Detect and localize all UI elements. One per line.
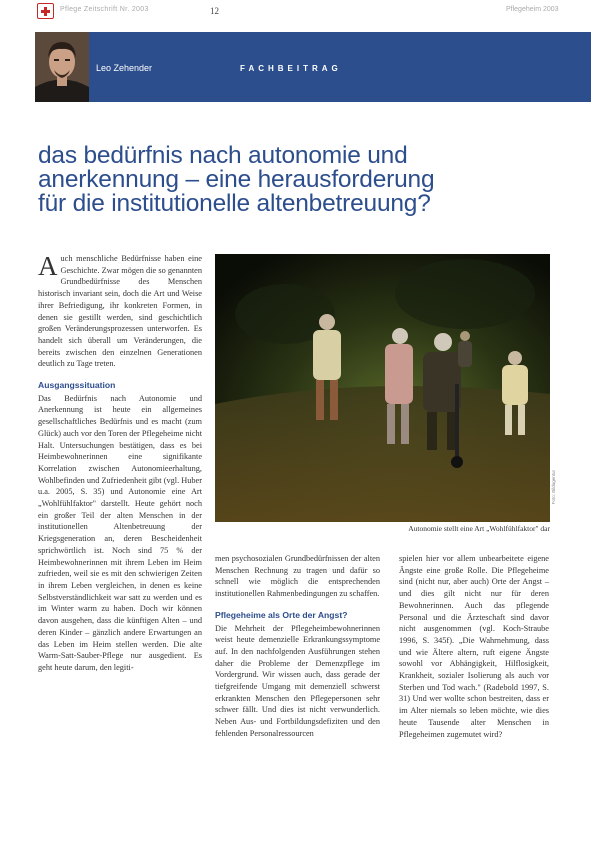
- photo-credit: Foto: Bildagentur: [551, 470, 556, 505]
- figure-caption: Autonomie stellt eine Art „Wohlfühlfaktor" dar: [408, 524, 550, 533]
- title-line-2: anerkennung – eine herausforderung: [38, 166, 435, 193]
- article-column-1: [38, 253, 202, 674]
- col3-paragraph-1: spielen hier vor allem unbearbeitete eigene Ängste eine große Rolle. Die Pflegeheime sind (nicht nur, aber auch) Orte der Angst – und dies gilt nicht nur für deren Bewohnerinnen. Auch das pflegende Personal und die Ärzteschaft sind davor nicht ausgenommen (vgl. Koch-Straube 1996, S. 345f). „Die Wahrnehmung, dass und wie Ältere altern, ruft eigene Ängste sowohl vor Abhängigkeit, Hilflosigkeit, Krankheit, sozialer Isolierung als auch vor Sterben und Tod wach." (Radebold 1997, S. 31) Und wer wollte schon bestreiten, dass er im Alter niemals so leben möchte, wie dies heute Tausende alter Menschen in Pflegeheimen zugemutet wird?: [399, 554, 549, 739]
- col2-paragraph-1: men psychosozialen Grundbedürfnissen der alten Menschen Rechnung zu tragen und dafür so schnell wie möglich die entsprechenden institutionellen Rahmenbedingungen zu schaffen.: [215, 554, 380, 599]
- author-photo: [35, 32, 89, 102]
- person-5: [458, 331, 472, 367]
- article-photo: [215, 254, 550, 522]
- red-cross-logo-icon: [37, 3, 54, 19]
- magazine-name: Pflege Zeitschrift Nr. 2003: [60, 6, 149, 13]
- header-right-text: Pflegeheim 2003: [506, 6, 559, 13]
- article-column-3: [399, 553, 549, 740]
- body-paragraph: Das Bedürfnis nach Autonomie und Anerkennung ist heute ein allgemeines gesellschaftliches Bedürfnis und es macht (zum Glück) auch vor den Toren der Pflegeheime nicht Halt. Untersuchungen bestätigen, dass es bei Heimbewohnerinnen eine signifikante Korrelation zwischen Autonomieerhaltung, Wohlbefinden und Zufriedenheit gibt (vgl. Huber u.a. 2005, S. 35) und Autonomie eine Art „Wohlfühlfaktor" darstellt. Heute gehört noch ein großer Teil der alten Menschen in der institutionellen Altenbetreuung der Kriegsgeneration an, deren Bescheidenheit sprichwörtlich ist. Noch sind 75 % der Heimbewohnerinnen mit ihrem Leben im Heim zufrieden, weil sie es mit den schwierigen Zeiten in ihrem Leben vergleichen, in denen es keine Selbstverständlichkeit war satt zu werden und es im Winter warm zu haben. Doch wir können davon ausgehen, dass die künftigen Alten – und deren Kinder – gänzlich andere Erwartungen an das Leben im Heim stellen werden. Die alte Warm-Satt-Sauber-Pflege nur ausgedient. Es geht heute darum, den legiti-: [38, 393, 202, 672]
- article-column-2: [215, 553, 380, 740]
- page-number: 12: [210, 6, 219, 16]
- subheading-ausgangssituation: Ausgangssituation: [38, 380, 116, 391]
- page-header: [0, 0, 591, 24]
- subheading-pflegeheime: Pflegeheime als Orte der Angst?: [215, 609, 348, 620]
- title-line-1: das bedürfnis nach autonomie und: [38, 142, 408, 169]
- intro-paragraph: uch menschliche Bedürfnisse haben eine Geschichte. Zwar mögen die so genannten Grundbedürfnisse des Menschen historisch invariant sein, doch die Art und Weise ihrer Befriedigung, ihr konkreten Formen, in denen sie gestillt werden, sind geschichtlich großen Veränderungsprozessen unterworfen. Es handelt sich überall um Veränderungen, die bereits zwischen den einzelnen Generationen deutlich zu Tage treten.: [38, 254, 202, 369]
- title-line-3: für die institutionelle altenbetreuung?: [38, 190, 431, 217]
- col2-paragraph-2: Die Mehrheit der Pflegeheimbewohnerinnen weist heute demenzielle Erkrankungssymptome auf. In den nachfolgenden Ausführungen stehen daher die Probleme der Demenzpflege im Vordergrund. Wir wissen auch, dass gerade der tiefgreifende Umgang mit demenziell schwerst erkrankten Menschen den Pflegepersonen sehr schwer fällt. Und dies ist nicht verwunderlich. Neben Aus- und Fortbildungsdefiziten und den fehlenden Personalressourcen: [215, 623, 380, 738]
- section-label: FACHBEITRAG: [240, 64, 342, 73]
- drop-cap: A: [38, 251, 58, 281]
- author-name: Leo Zehender: [96, 63, 153, 73]
- article-title: [38, 144, 578, 216]
